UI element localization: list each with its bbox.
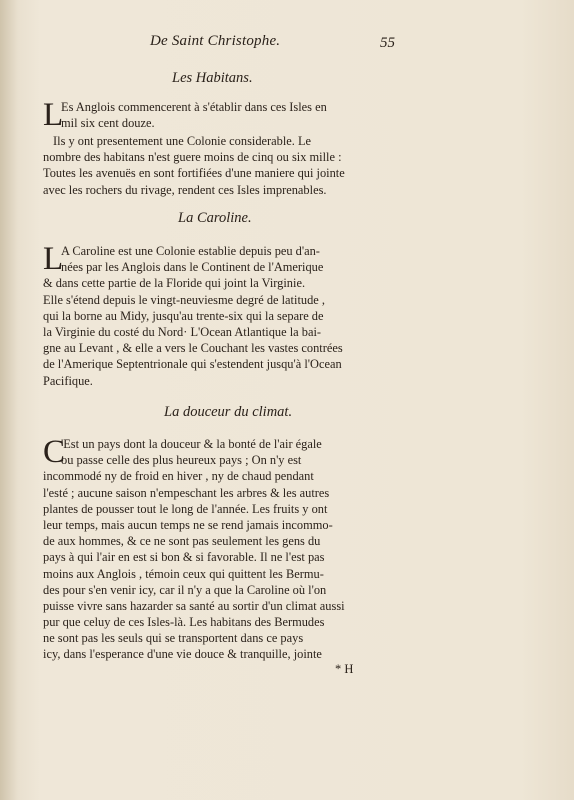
text-line: des pour s'en venir icy, car il n'y a que la Caroline où l'on: [43, 582, 327, 597]
running-head: De Saint Christophe.: [150, 33, 281, 49]
text-line: de aux hommes, & ce ne sont pas seulement les gens du: [43, 534, 321, 549]
section-heading-caroline: La Caroline.: [178, 210, 252, 226]
page-number: 55: [380, 35, 395, 51]
section-heading-climat: La douceur du climat.: [164, 404, 293, 420]
paragraph-habitans-1: [43, 99, 398, 131]
text-line: puisse vivre sans hazarder sa santé au sortir d'un climat aussi: [43, 598, 345, 613]
text-line: leur temps, mais aucun temps ne se rend jamais incommo-: [43, 517, 333, 532]
text-line: avec les rochers du rivage, rendent ces Isles imprenables.: [43, 182, 327, 197]
paragraph-habitans-2: [43, 133, 398, 198]
paragraph-climat: [43, 436, 398, 663]
text-line: nées par les Anglois dans le Continent de l'Amerique: [61, 260, 324, 275]
drop-cap: L: [43, 97, 64, 133]
text-line: nombre des habitans n'est guere moins de cinq ou six mille :: [43, 150, 342, 165]
text-line: & dans cette partie de la Floride qui joint la Virginie.: [43, 276, 306, 291]
text-line: plantes de pousser tout le long de l'année. Les fruits y ont: [43, 501, 328, 516]
text-line: A Caroline est une Colonie establie depuis peu d'an-: [61, 244, 320, 258]
text-line: incommodé ny de froid en hiver , ny de chaud pendant: [43, 469, 314, 484]
text-line: Es Anglois commencerent à s'établir dans ces Isles en: [61, 100, 327, 114]
text-line: gne au Levant , & elle a vers le Couchant les vastes contrées: [43, 341, 343, 356]
text-line: mil six cent douze.: [61, 116, 155, 131]
drop-cap: C: [43, 434, 66, 470]
text-line: 'Est un pays dont la douceur & la bonté de l'air égale: [61, 437, 322, 451]
text-line: ne sont pas les seuls qui se transportent dans ce pays: [43, 631, 304, 646]
text-line: pur que celuy de ces Isles-là. Les habitans des Bermudes: [43, 615, 325, 630]
text-line: Ils y ont presentement une Colonie considerable. Le: [53, 134, 312, 148]
section-heading-habitans: Les Habitans.: [172, 70, 253, 86]
text-line: la Virginie du costé du Nord· L'Ocean Atlantique la bai-: [43, 324, 322, 339]
text-line: l'esté ; aucune saison n'empeschant les arbres & les autres: [43, 485, 330, 500]
paragraph-caroline: [43, 243, 398, 389]
text-line: Pacifique.: [43, 373, 93, 388]
text-line: Elle s'étend depuis le vingt-neuviesme degré de latitude ,: [43, 292, 325, 307]
catchword: * H: [335, 662, 354, 676]
text-line: de l'Amerique Septentrionale qui s'estendent jusqu'à l'Ocean: [43, 357, 342, 372]
text-line: Toutes les avenuës en sont fortifiées d'une maniere qui jointe: [43, 166, 345, 181]
text-line: pays à qui l'air en est si bon & si favorable. Il ne l'est pas: [43, 550, 325, 565]
text-line: qui la borne au Midy, jusqu'au trente-six qui la separe de: [43, 308, 324, 323]
text-line: icy, dans l'esperance d'une vie douce & tranquille, jointe: [43, 647, 322, 662]
text-line: ou passe celle des plus heureux pays ; On n'y est: [61, 453, 302, 468]
drop-cap: L: [43, 241, 64, 277]
text-line: moins aux Anglois , témoin ceux qui quittent les Bermu-: [43, 566, 324, 581]
